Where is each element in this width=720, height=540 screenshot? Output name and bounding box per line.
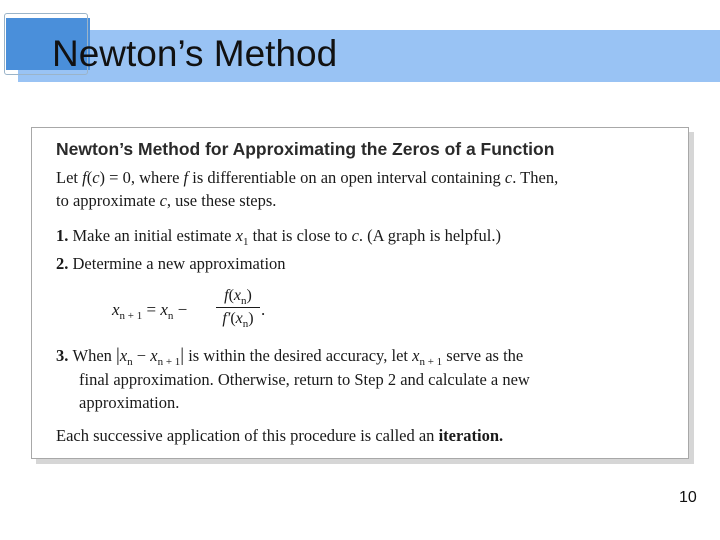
step-3-line-2: final approximation. Otherwise, return to Step 2 and calculate a new	[79, 370, 530, 389]
formula-period: .	[261, 300, 266, 319]
formula-fraction	[216, 286, 260, 329]
iteration-term: iteration.	[438, 426, 504, 445]
fraction-bar	[216, 307, 260, 308]
fraction-denominator: $f'(x_n)$	[222, 310, 254, 330]
footer-note: Each successive application of this procedure is called an iteration.	[56, 426, 504, 445]
formula-lhs: $x_{n + 1} = x_n$ −	[112, 300, 188, 322]
step-2: 2. Determine a new approximation	[56, 254, 286, 273]
page-number: 10	[679, 489, 697, 506]
intro-line-2: to approximate c, use these steps.	[56, 191, 277, 210]
box-heading: Newton’s Method for Approximating the Zeros of a Function	[56, 139, 555, 159]
step-1: 1. Make an initial estimate $x_1$ that is close to c. (A graph is helpful.)	[56, 226, 501, 248]
intro-line-1: Let f(c) = 0, where f is differentiable on an open interval containing c. Then,	[56, 168, 559, 187]
step-3-line-3: approximation.	[79, 393, 180, 412]
fraction-numerator: $f(x_n)$	[224, 287, 252, 307]
slide-title: Newton’s Method	[52, 33, 338, 74]
step-3-line-1: 3. When $|x_n - x_{n + 1}|$ is within the desired accuracy, let $x_{n + 1}$ serve as the	[56, 345, 524, 368]
